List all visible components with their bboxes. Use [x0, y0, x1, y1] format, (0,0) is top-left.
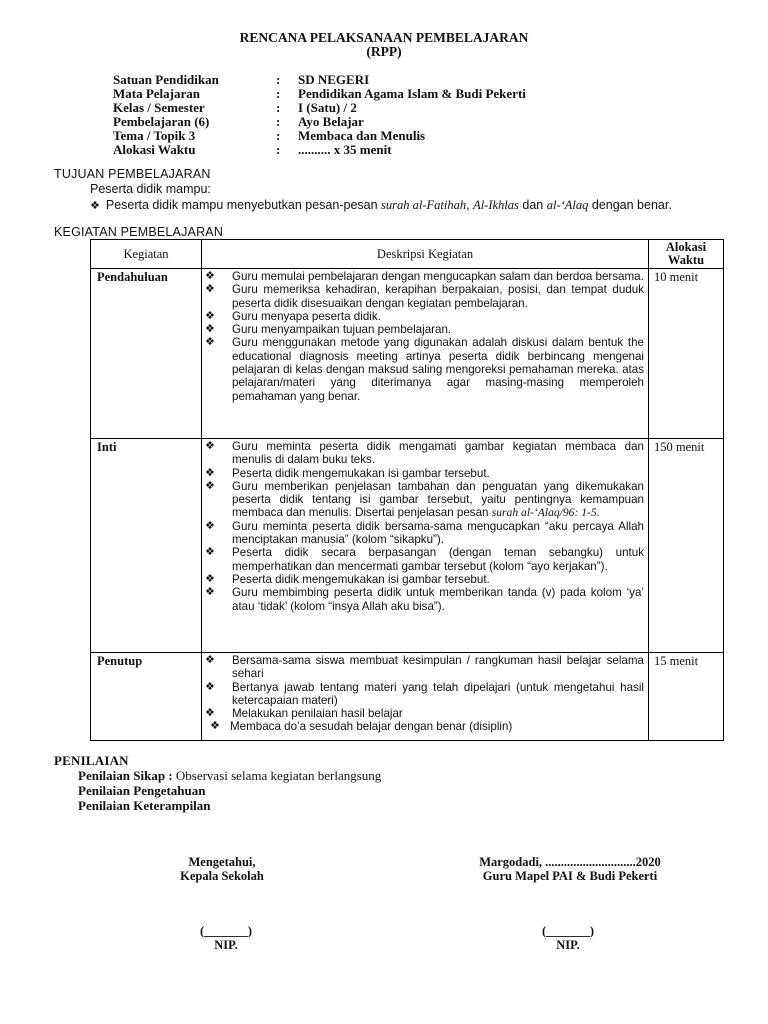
diamond-bullet-icon: ❖ — [205, 680, 215, 693]
diamond-bullet-icon: ❖ — [205, 519, 215, 532]
list-item: ❖ Guru meminta peserta didik mengamati gambar kegiatan membaca dan menulis di dalam buku teks. — [205, 440, 644, 467]
diamond-bullet-icon: ❖ — [205, 654, 215, 666]
table-row — [91, 269, 724, 439]
sign-right-nip: NIP. — [556, 938, 580, 952]
list-item: ❖ Guru menyapa peserta didik. — [205, 309, 381, 323]
diamond-bullet-icon: ❖ — [205, 270, 215, 282]
diamond-bullet-icon: ❖ — [205, 309, 215, 322]
table-row — [91, 653, 724, 741]
sign-left-name: (_______) — [199, 924, 253, 938]
list-item: ❖ Membaca do’a sesudah belajar dengan benar (disiplin) — [210, 720, 513, 734]
diamond-bullet-icon: ❖ — [205, 440, 215, 452]
identity-label: Kelas / Semester — [113, 100, 205, 115]
identity-value: Ayo Belajar — [298, 114, 364, 129]
diamond-bullet-icon: ❖ — [205, 466, 215, 479]
diamond-bullet-icon: ❖ — [205, 479, 215, 492]
identity-value: I (Satu) / 2 — [298, 100, 357, 115]
list-item: ❖ Guru meminta peserta didik bersama-sama mengucapkan “aku percaya Allah menciptakan manusia” (kolom “sikapku”). — [205, 519, 644, 547]
alokasi-value: 10 menit — [649, 269, 724, 439]
penilaian-sikap-label: Penilaian Sikap : — [78, 768, 173, 783]
list-item: ❖ Guru memulai pembelajaran dengan mengucapkan salam dan berdoa bersama. — [205, 270, 644, 283]
penilaian-pengetahuan: Penilaian Pengetahuan — [78, 783, 206, 798]
identity-colon: : — [276, 100, 281, 115]
col-header-deskripsi: Deskripsi Kegiatan — [202, 240, 649, 269]
identity-value: Membaca dan Menulis — [298, 128, 426, 143]
list-item: ❖ Peserta didik mengemukakan isi gambar tersebut. — [205, 572, 490, 586]
kegiatan-name: Inti — [91, 439, 202, 653]
surah-name: Al-Ikhlas — [473, 198, 519, 212]
deskripsi-cell — [202, 269, 649, 439]
sign-right-place-date: Margodadi, .............................2020 — [479, 855, 661, 869]
list-item: ❖ Peserta didik secara berpasangan (dengan teman sebangku) untuk memperhatikan dan mencermati gambar tersebut (kolom “ayo kerjakan”). — [205, 546, 644, 573]
identity-colon: : — [276, 114, 281, 129]
col-header-kegiatan: Kegiatan — [91, 240, 202, 269]
deskripsi-cell — [202, 653, 649, 741]
identity-colon: : — [276, 86, 281, 101]
alokasi-value: 150 menit — [649, 439, 724, 653]
kegiatan-name: Pendahuluan — [91, 269, 202, 439]
kegiatan-name: Penutup — [91, 653, 202, 741]
penilaian-sikap-value: Observasi selama kegiatan berlangsung — [172, 768, 382, 783]
sign-right-role: Guru Mapel PAI & Budi Pekerti — [482, 869, 658, 883]
kegiatan-table — [90, 239, 724, 741]
identity-label: Mata Pelajaran — [113, 86, 201, 101]
tujuan-item: ❖ Peserta didik mampu menyebutkan pesan-pesan surah al-Fatihah, Al-Ikhlas dan al-‘Alaq dengan benar. — [90, 198, 672, 212]
list-item: ❖ Melakukan penilaian hasil belajar — [205, 707, 403, 721]
list-item: ❖ Guru menyampaikan tujuan pembelajaran. — [205, 323, 452, 337]
diamond-bullet-icon: ❖ — [210, 720, 220, 733]
diamond-bullet-icon: ❖ — [205, 323, 215, 336]
sign-left-nip: NIP. — [214, 938, 238, 952]
sign-left-role: Kepala Sekolah — [180, 869, 264, 883]
table-row — [91, 439, 724, 653]
diamond-bullet-icon: ❖ — [205, 336, 215, 349]
col-header-alokasi: Alokasi Waktu — [649, 240, 724, 269]
diamond-bullet-icon: ❖ — [205, 586, 215, 599]
identity-colon: : — [276, 72, 281, 87]
list-item: ❖ Guru memberikan penjelasan tambahan dan penguatan yang dikemukakan peserta didik tentang isi gambar tersebut, yaitu pentingnya kemampuan membaca dan menulis. Disertai penjelasan pesan surah al-‘Alaq/96: 1-5. — [205, 479, 644, 520]
document-subtitle: (RPP) — [366, 44, 402, 59]
diamond-bullet-icon: ❖ — [205, 707, 215, 720]
list-item: ❖ Bertanya jawab tentang materi yang telah dipelajari (untuk mengetahui hasil ketercapaian materi) — [205, 680, 644, 707]
identity-value: Pendidikan Agama Islam & Budi Pekerti — [298, 86, 526, 101]
identity-label: Tema / Topik 3 — [113, 128, 196, 143]
identity-value: SD NEGERI — [298, 72, 370, 87]
list-item: ❖ Guru menggunakan metode yang digunakan adalah diskusi dalam bentuk the educational diagnosis meeting artinya peserta didik berbincang mengenai pelajaran di kelas dengan maksud saling mengoreksi pemahaman mereka. atas pelajaran/materi yang diterimanya agar masing-masing memperoleh pemahaman yang benar. — [205, 336, 644, 403]
table-header-row — [91, 240, 724, 269]
penilaian-heading: PENILAIAN — [54, 753, 129, 768]
tujuan-heading: TUJUAN PEMBELAJARAN — [54, 167, 211, 181]
identity-label: Pembelajaran (6) — [113, 114, 210, 129]
identity-label: Satuan Pendidikan — [113, 72, 219, 87]
surah-name: al-‘Alaq — [546, 198, 589, 212]
list-item: ❖ Bersama-sama siswa membuat kesimpulan / rangkuman hasil belajar selama sehari — [205, 654, 644, 681]
penilaian-keterampilan: Penilaian Keterampilan — [78, 798, 211, 813]
diamond-bullet-icon: ❖ — [90, 200, 100, 212]
identity-colon: : — [276, 128, 281, 143]
document-title: RENCANA PELAKSANAAN PEMBELAJARAN — [239, 30, 529, 45]
diamond-bullet-icon: ❖ — [205, 283, 215, 296]
deskripsi-cell — [202, 439, 649, 653]
diamond-bullet-icon: ❖ — [205, 546, 215, 559]
identity-value: .......... x 35 menit — [298, 142, 392, 157]
tujuan-intro: Peserta didik mampu: — [90, 182, 211, 196]
sign-left-heading: Mengetahui, — [188, 855, 256, 869]
identity-label: Alokasi Waktu — [113, 142, 196, 157]
penilaian-sikap — [78, 768, 381, 784]
surah-reference: surah al-‘Alaq/96: 1-5. — [491, 506, 600, 520]
identity-colon: : — [276, 142, 281, 157]
surah-name: surah al-Fatihah — [381, 198, 467, 212]
alokasi-value: 15 menit — [649, 653, 724, 741]
kegiatan-heading: KEGIATAN PEMBELAJARAN — [54, 225, 224, 239]
list-item: ❖ Guru membimbing peserta didik untuk memberikan tanda (v) pada kolom ‘ya’ atau ‘tidak’ (kolom “insya Allah aku bisa”). — [205, 586, 644, 613]
list-item: ❖ Guru memeriksa kehadiran, kerapihan berpakaian, posisi, dan tempat duduk peserta didik disesuaikan dengan kegiatan pembelajaran. — [205, 283, 644, 310]
sign-right-name: (_______) — [541, 924, 595, 938]
diamond-bullet-icon: ❖ — [205, 572, 215, 585]
list-item: ❖ Peserta didik mengemukakan isi gambar tersebut. — [205, 466, 490, 480]
